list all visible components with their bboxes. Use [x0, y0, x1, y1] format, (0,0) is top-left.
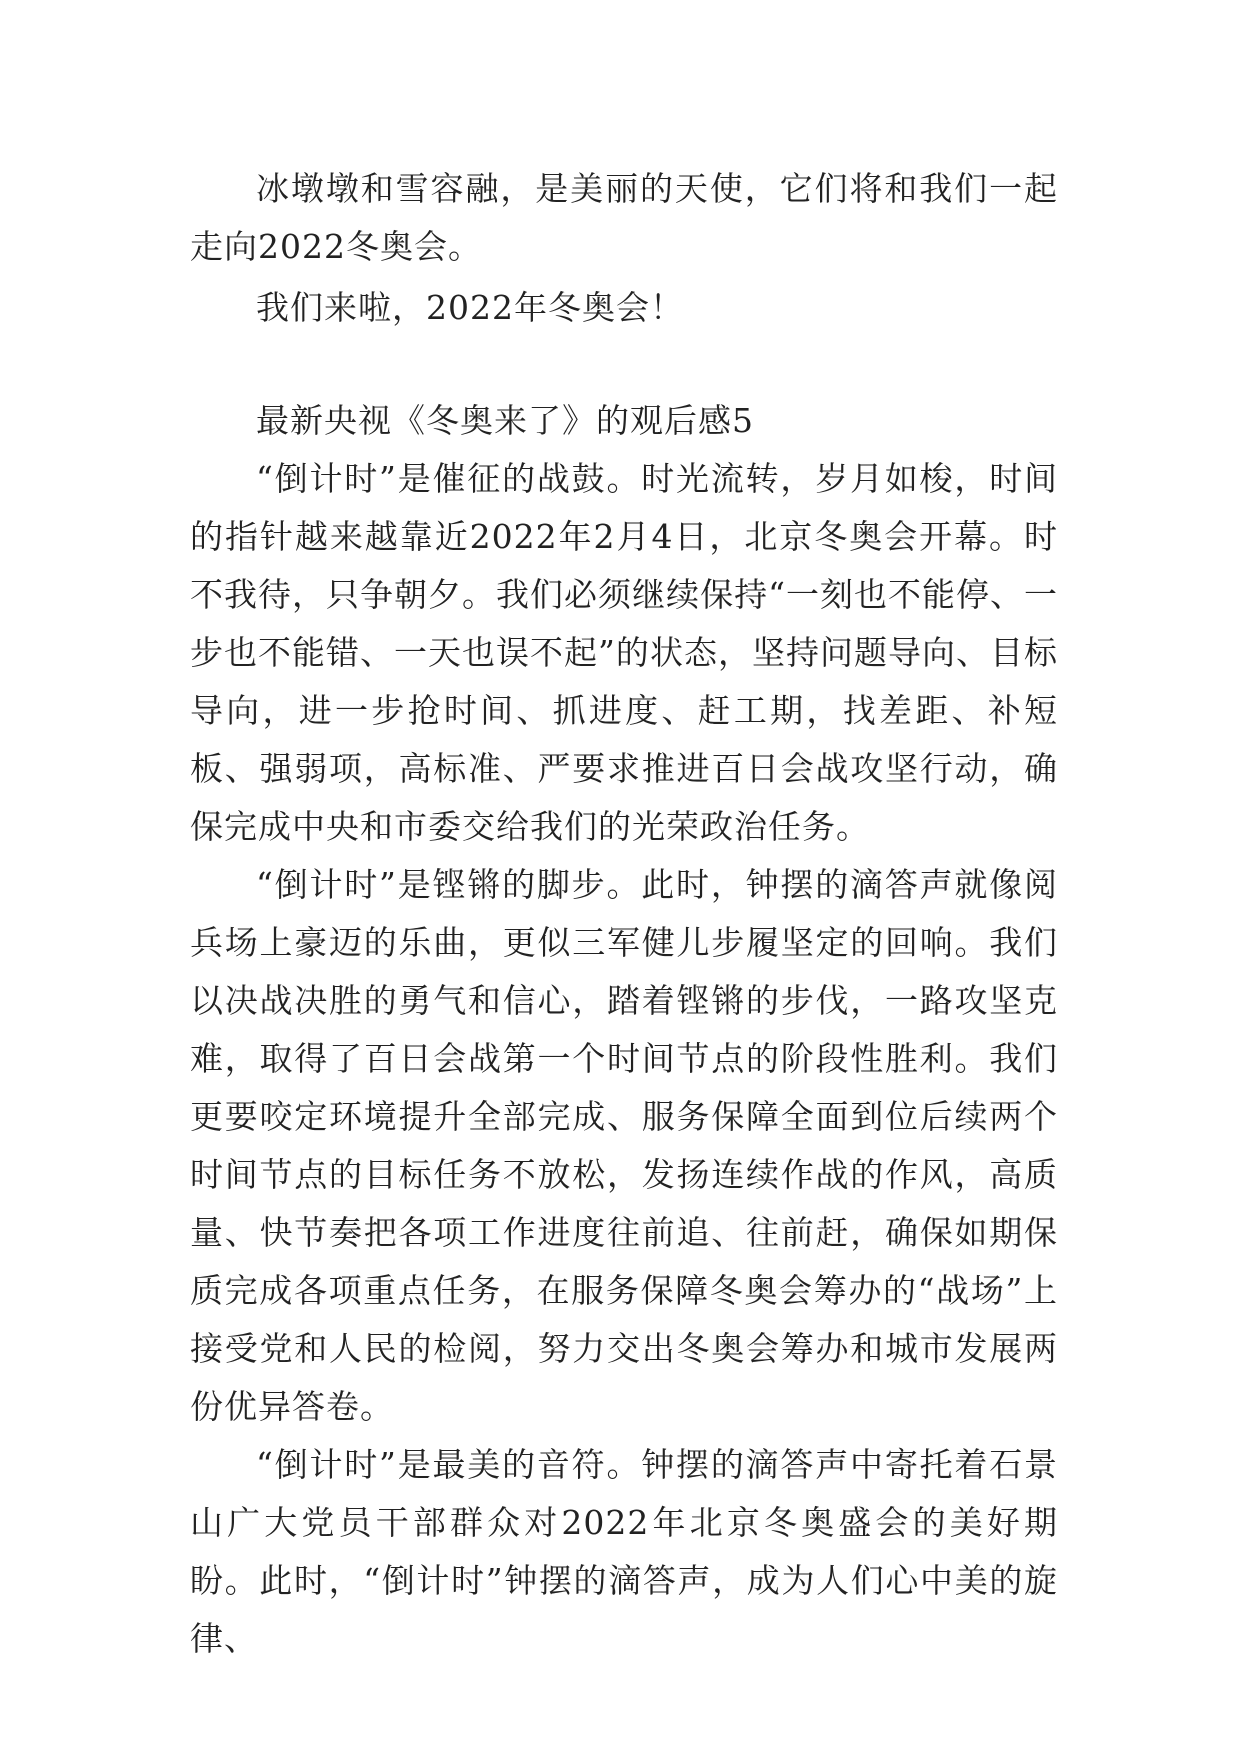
intro-paragraph-closing: 我们来啦，2022年冬奥会！	[256, 288, 684, 327]
section-heading: 最新央视《冬奥来了》的观后感5	[256, 401, 754, 440]
intro-block	[190, 160, 1058, 337]
intro-paragraph: 冰墩墩和雪容融，是美丽的天使，它们将和我们一起走向2022冬奥会。	[190, 169, 1058, 266]
body-paragraph-3: “倒计时”是最美的音符。钟摆的滴答声中寄托着石景山广大党员干部群众对2022年北京冬奥盛会的美好期盼。此时，“倒计时”钟摆的滴答声，成为人们心中美的旋律、	[190, 1445, 1058, 1658]
body-paragraph-2: “倒计时”是铿锵的脚步。此时，钟摆的滴答声就像阅兵场上豪迈的乐曲，更似三军健儿步履坚定的回响。我们以决战决胜的勇气和信心，踏着铿锵的步伐，一路攻坚克难，取得了百日会战第一个时间节点的阶段性胜利。我们更要咬定环境提升全部完成、服务保障全面到位后续两个时间节点的目标任务不放松，发扬连续作战的作风，高质量、快节奏把各项工作进度往前追、往前赶，确保如期保质完成各项重点任务，在服务保障冬奥会筹办的“战场”上接受党和人民的检阅，努力交出冬奥会筹办和城市发展两份优异答卷。	[190, 865, 1058, 1426]
body-paragraph-1: “倒计时”是催征的战鼓。时光流转，岁月如梭，时间的指针越来越靠近2022年2月4日，北京冬奥会开幕。时不我待，只争朝夕。我们必须继续保持“一刻也不能停、一步也不能错、一天也误不起”的状态，坚持问题导向、目标导向，进一步抢时间、抓进度、赶工期，找差距、补短板、强弱项，高标准、严要求推进百日会战攻坚行动，确保完成中央和市委交给我们的光荣政治任务。	[190, 459, 1058, 846]
section-block	[190, 392, 1058, 1668]
